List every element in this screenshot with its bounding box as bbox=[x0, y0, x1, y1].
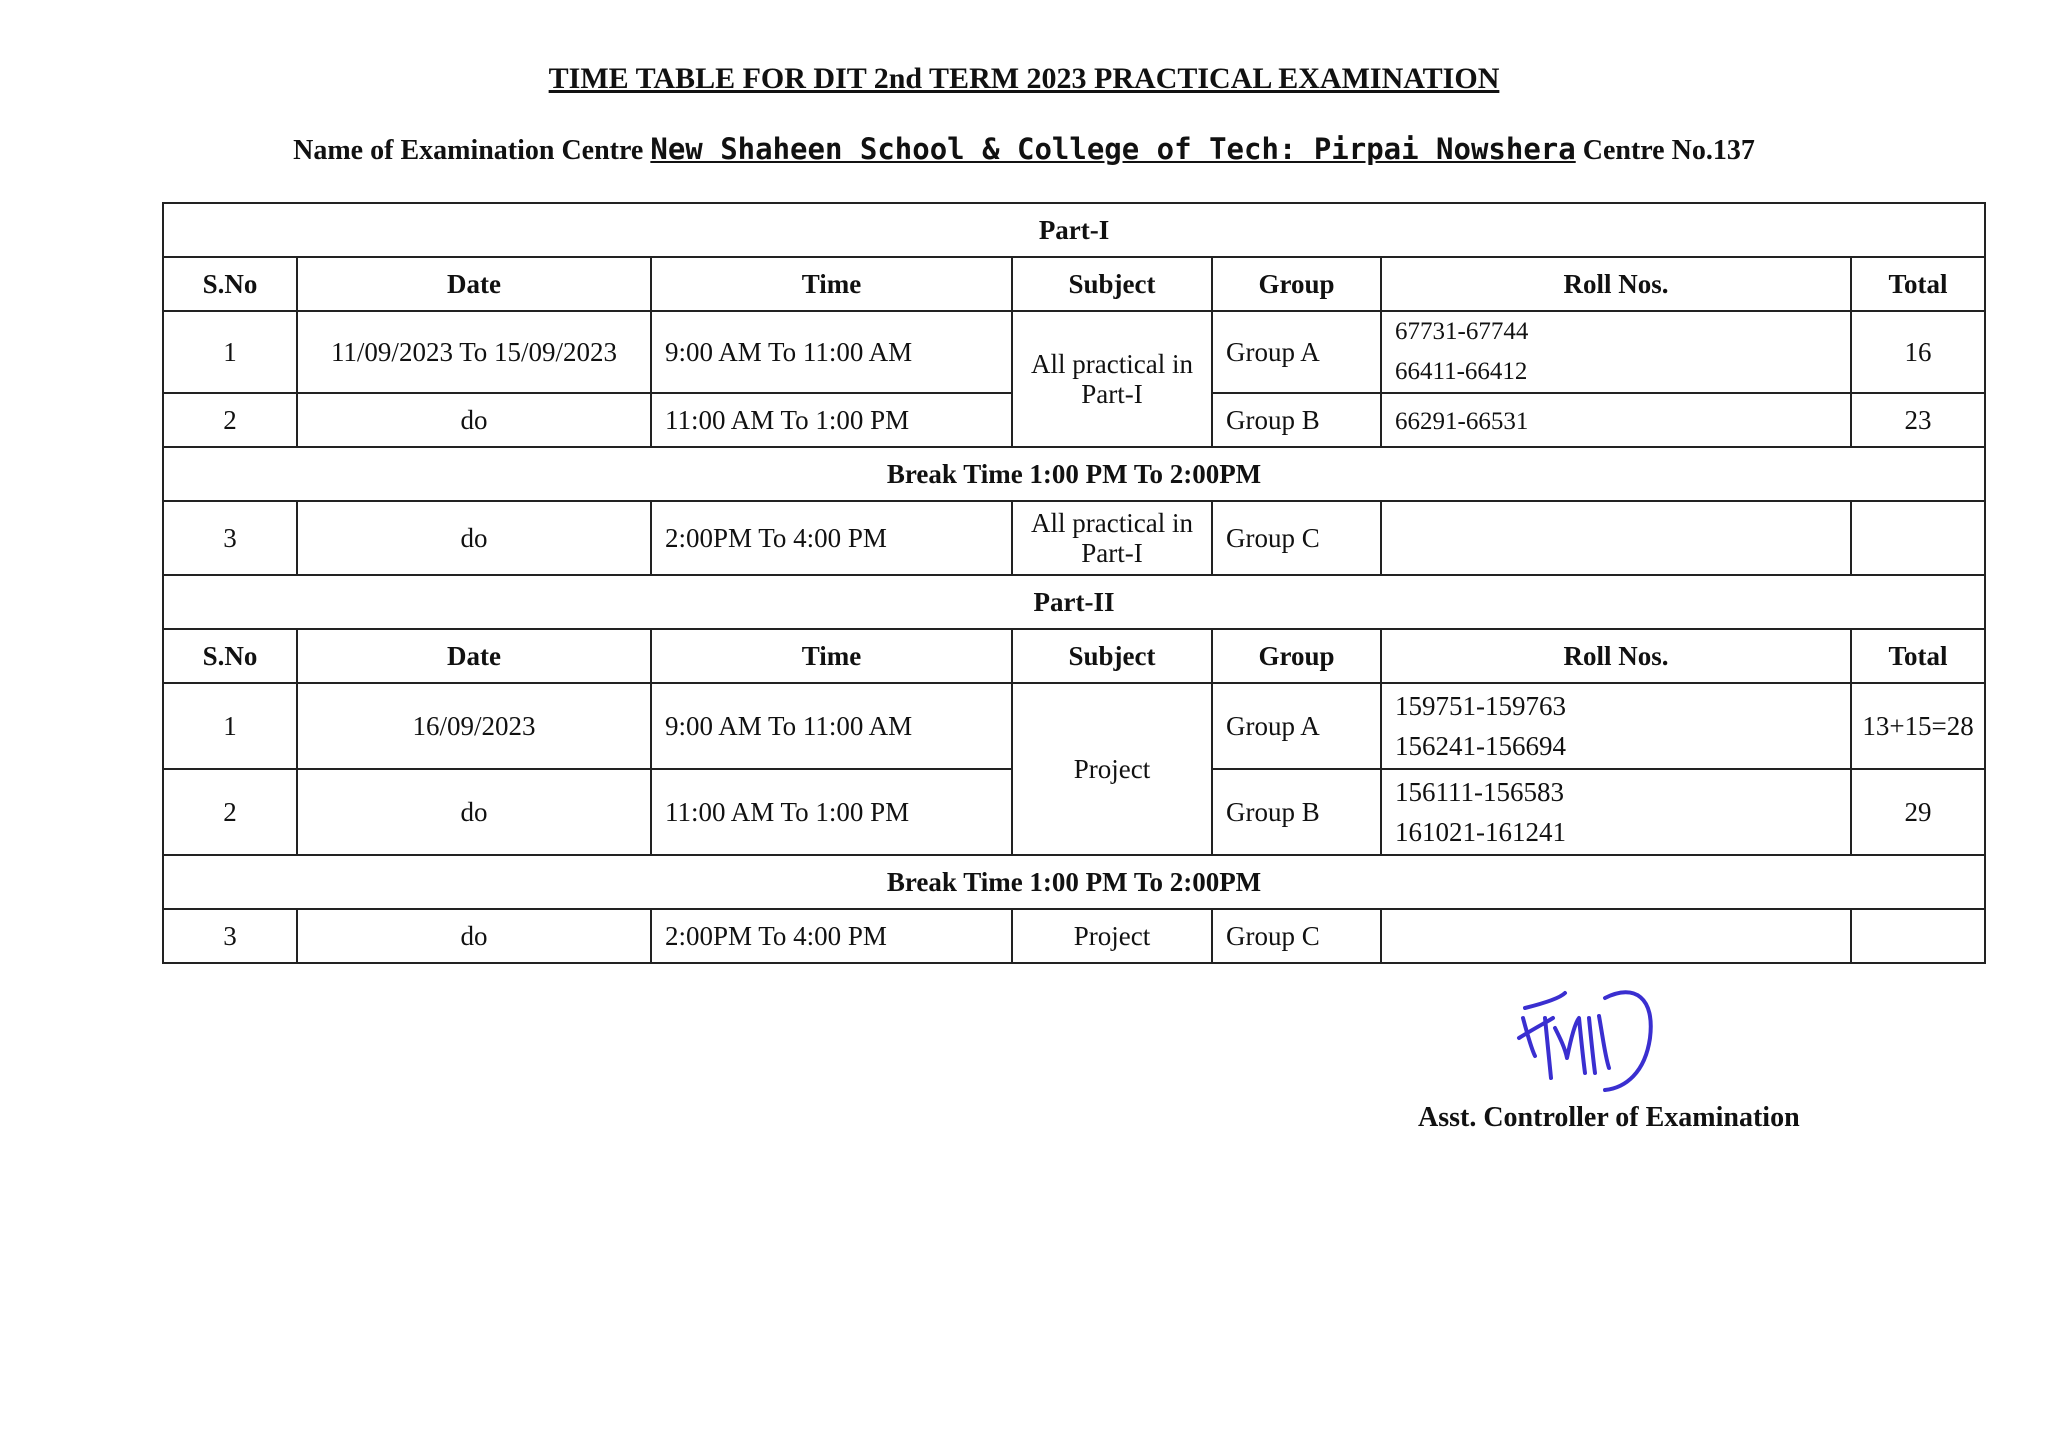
col-total: Total bbox=[1851, 257, 1985, 311]
col-time: Time bbox=[651, 257, 1012, 311]
cell-total: 23 bbox=[1851, 393, 1985, 447]
cell-total: 29 bbox=[1851, 769, 1985, 855]
cell-roll-nos bbox=[1381, 683, 1851, 769]
col-roll-nos: Roll Nos. bbox=[1381, 257, 1851, 311]
part2-label: Part-II bbox=[163, 575, 1985, 629]
cell-date: 16/09/2023 bbox=[297, 683, 651, 769]
centre-number: Centre No.137 bbox=[1582, 135, 1755, 166]
cell-total bbox=[1851, 501, 1985, 575]
col-sno: S.No bbox=[163, 257, 297, 311]
cell-sno: 1 bbox=[163, 311, 297, 393]
part1-label: Part-I bbox=[163, 203, 1985, 257]
cell-roll-nos bbox=[1381, 769, 1851, 855]
break-label: Break Time 1:00 PM To 2:00PM bbox=[163, 855, 1985, 909]
col-subject: Subject bbox=[1012, 257, 1212, 311]
break-row bbox=[163, 447, 1985, 501]
cell-time: 2:00PM To 4:00 PM bbox=[651, 909, 1012, 963]
cell-sno: 3 bbox=[163, 501, 297, 575]
cell-group: Group B bbox=[1212, 769, 1381, 855]
cell-subject: Project bbox=[1012, 683, 1212, 855]
roll-range: 66291-66531 bbox=[1395, 407, 1529, 435]
cell-sno: 1 bbox=[163, 683, 297, 769]
cell-total: 13+15=28 bbox=[1851, 683, 1985, 769]
cell-sno: 2 bbox=[163, 769, 297, 855]
cell-roll-nos bbox=[1381, 501, 1851, 575]
col-total: Total bbox=[1851, 629, 1985, 683]
centre-name: New Shaheen School & College of Tech: Pirpai Nowshera bbox=[650, 132, 1576, 166]
handwritten-signature bbox=[1505, 978, 1675, 1108]
cell-date: 11/09/2023 To 15/09/2023 bbox=[297, 311, 651, 393]
section-header-part2 bbox=[163, 575, 1985, 629]
col-group: Group bbox=[1212, 629, 1381, 683]
col-date: Date bbox=[297, 257, 651, 311]
cell-time: 9:00 AM To 11:00 AM bbox=[651, 311, 1012, 393]
cell-date: do bbox=[297, 769, 651, 855]
col-date: Date bbox=[297, 629, 651, 683]
table-row bbox=[163, 909, 1985, 963]
column-header-row bbox=[163, 257, 1985, 311]
cell-sno: 2 bbox=[163, 393, 297, 447]
cell-time: 11:00 AM To 1:00 PM bbox=[651, 393, 1012, 447]
cell-roll-nos bbox=[1381, 909, 1851, 963]
cell-subject: All practical in Part-I bbox=[1012, 501, 1212, 575]
cell-total: 16 bbox=[1851, 311, 1985, 393]
cell-subject: Project bbox=[1012, 909, 1212, 963]
cell-date: do bbox=[297, 393, 651, 447]
col-sno: S.No bbox=[163, 629, 297, 683]
cell-date: do bbox=[297, 909, 651, 963]
document-title: TIME TABLE FOR DIT 2nd TERM 2023 PRACTICAL EXAMINATION bbox=[548, 62, 1500, 95]
cell-time: 11:00 AM To 1:00 PM bbox=[651, 769, 1012, 855]
section-header-part1 bbox=[163, 203, 1985, 257]
cell-group: Group A bbox=[1212, 311, 1381, 393]
cell-time: 9:00 AM To 11:00 AM bbox=[651, 683, 1012, 769]
cell-group: Group A bbox=[1212, 683, 1381, 769]
table-row bbox=[163, 501, 1985, 575]
break-row bbox=[163, 855, 1985, 909]
roll-range: 159751-159763 bbox=[1395, 691, 1566, 721]
centre-line bbox=[0, 132, 2048, 167]
roll-range: 66411-66412 bbox=[1395, 358, 1528, 385]
column-header-row bbox=[163, 629, 1985, 683]
cell-subject: All practical in Part-I bbox=[1012, 311, 1212, 447]
cell-group: Group C bbox=[1212, 501, 1381, 575]
cell-group: Group C bbox=[1212, 909, 1381, 963]
col-subject: Subject bbox=[1012, 629, 1212, 683]
table-row bbox=[163, 311, 1985, 393]
break-label: Break Time 1:00 PM To 2:00PM bbox=[163, 447, 1985, 501]
roll-range: 161021-161241 bbox=[1395, 817, 1566, 847]
cell-roll-nos bbox=[1381, 311, 1851, 393]
col-group: Group bbox=[1212, 257, 1381, 311]
cell-roll-nos bbox=[1381, 393, 1851, 447]
roll-range: 156241-156694 bbox=[1395, 731, 1566, 761]
col-roll-nos: Roll Nos. bbox=[1381, 629, 1851, 683]
cell-sno: 3 bbox=[163, 909, 297, 963]
timetable bbox=[162, 202, 1986, 964]
signatory-title: Asst. Controller of Examination bbox=[1418, 1102, 1800, 1133]
cell-group: Group B bbox=[1212, 393, 1381, 447]
centre-prefix: Name of Examination Centre bbox=[293, 135, 644, 166]
roll-range: 67731-67744 bbox=[1395, 318, 1529, 345]
col-time: Time bbox=[651, 629, 1012, 683]
table-row bbox=[163, 683, 1985, 769]
roll-range: 156111-156583 bbox=[1395, 777, 1564, 807]
cell-time: 2:00PM To 4:00 PM bbox=[651, 501, 1012, 575]
cell-total bbox=[1851, 909, 1985, 963]
cell-date: do bbox=[297, 501, 651, 575]
